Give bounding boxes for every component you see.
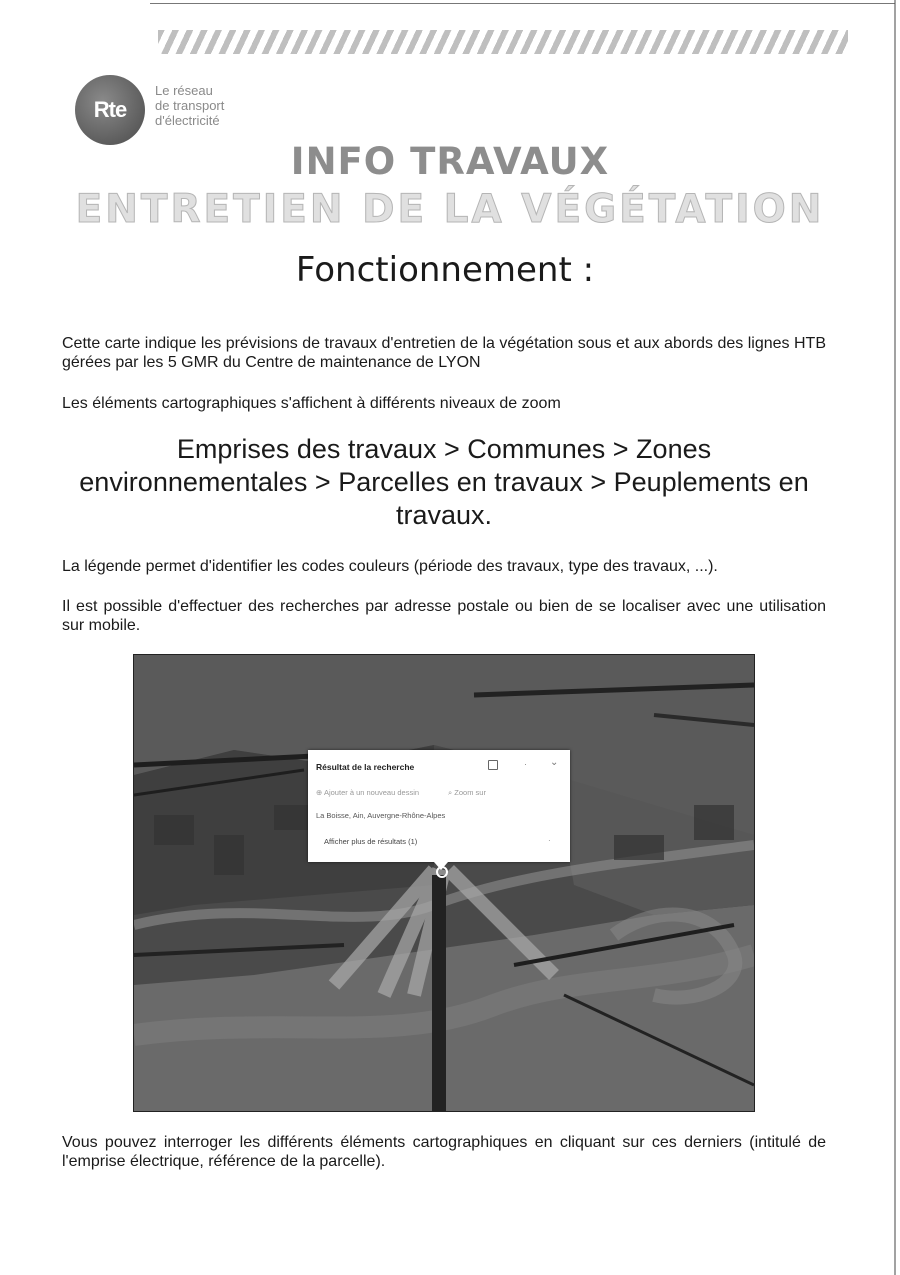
heading-fonctionnement: Fonctionnement :: [295, 250, 595, 290]
dock-icon[interactable]: [488, 760, 498, 770]
map-background: [134, 655, 754, 1111]
paragraph-search: Il est possible d'effectuer des recherches par adresse postale ou bien de se localiser avec une utilisation sur mobile.: [62, 598, 826, 634]
paragraph-intro: Cette carte indique les prévisions de travaux d'entretien de la végétation sous et aux abords des lignes HTB gérées par les 5 GMR du Centre de maintenance de LYON: [62, 335, 826, 371]
result-address: La Boisse, Ain, Auvergne-Rhône-Alpes: [316, 811, 446, 820]
tagline-line-3: d'électricité: [155, 113, 220, 128]
paragraph-zoom-levels: Les éléments cartographiques s'affichent à différents niveaux de zoom: [62, 395, 561, 412]
top-rule: [150, 3, 895, 4]
close-icon[interactable]: ⌄: [550, 757, 559, 768]
search-result-popup[interactable]: [308, 750, 570, 862]
add-drawing-button[interactable]: [316, 788, 419, 797]
magnifier-icon: ⌕: [448, 788, 453, 797]
zoom-button[interactable]: [448, 788, 486, 798]
zoom-hierarchy: Emprises des travaux > Communes > Zones environnementales > Parcelles en travaux > Peuplements en travaux.: [79, 434, 809, 530]
plus-circle-icon: ⊕: [316, 788, 323, 797]
tagline-line-1: Le réseau: [155, 83, 213, 98]
title-entretien-vegetation: ENTRETIEN DE LA VÉGÉTATION: [75, 187, 825, 232]
title-info-travaux: INFO TRAVAUX: [290, 140, 610, 183]
add-drawing-label: Ajouter à un nouveau dessin: [323, 788, 420, 797]
rte-tagline: [155, 83, 224, 128]
zoom-label: Zoom sur: [454, 788, 486, 797]
menu-dot-icon[interactable]: ·: [524, 759, 527, 769]
rte-logo: [75, 75, 145, 145]
rte-logo-mark: Rte: [93, 97, 127, 122]
tagline-line-2: de transport: [155, 98, 225, 113]
chevron-icon[interactable]: ·: [548, 836, 551, 845]
map-screenshot[interactable]: [133, 654, 755, 1112]
popup-title: Résultat de la recherche: [316, 762, 415, 772]
location-pin-icon[interactable]: [436, 866, 448, 878]
paragraph-query: Vous pouvez interroger les différents éléments cartographiques en cliquant sur ces derniers (intitulé de l'emprise électrique, référence de la parcelle).: [62, 1134, 826, 1170]
more-results-link[interactable]: Afficher plus de résultats (1): [324, 837, 418, 846]
hatch-band-decoration: [158, 30, 848, 54]
paragraph-legend: La légende permet d'identifier les codes couleurs (période des travaux, type des travaux, ...).: [62, 558, 718, 575]
